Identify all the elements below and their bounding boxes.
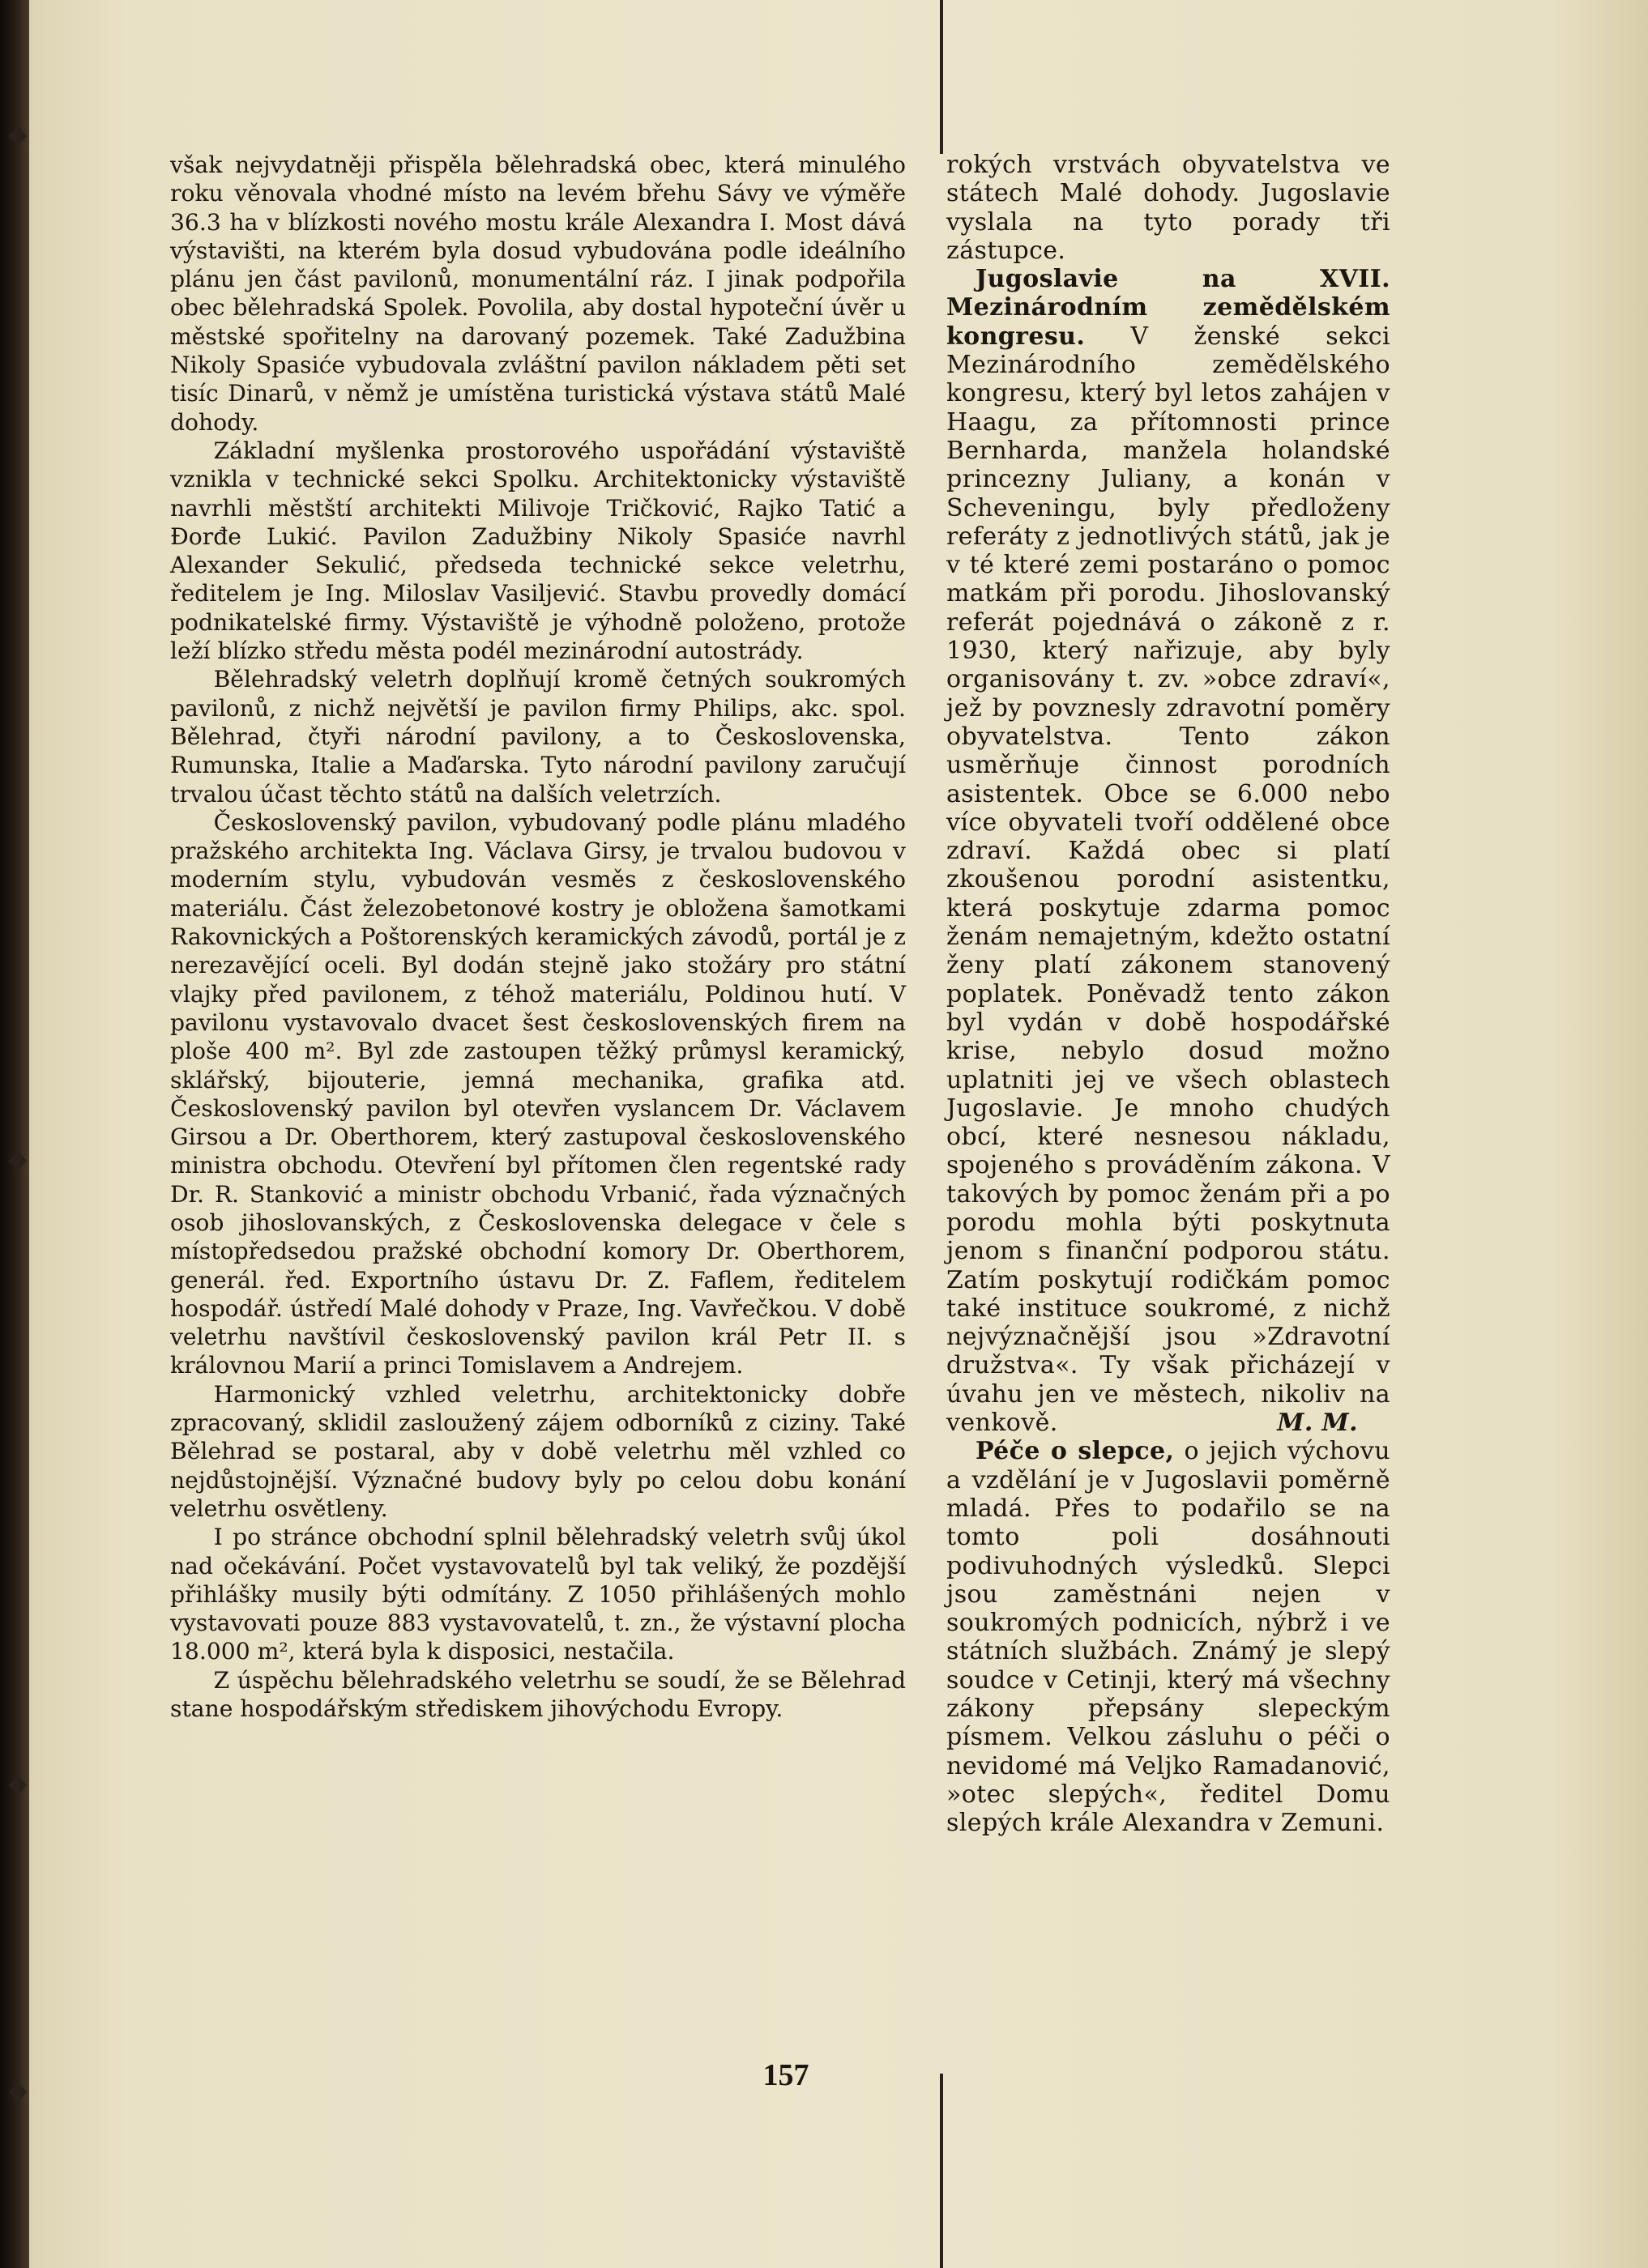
- column-divider: [940, 2074, 943, 2268]
- paragraph: Bělehradský veletrh doplňují kromě četných soukromých pavilonů, z nichž největší je pavilon firmy Philips, akc. spol. Bělehrad, čtyři národní pavilony, a to Československa, Rumunska, Italie a Maďarska. Tyto národní pavilony zaručují trvalou účast těchto států na dalších veletrzích.: [170, 666, 906, 808]
- article-paragraph: [946, 265, 1390, 1437]
- binding-mark: [9, 1776, 28, 1795]
- paragraph: Z úspěchu bělehradského veletrhu se soudí, že se Bělehrad stane hospodářským střediskem jihovýchodu Evropy.: [170, 1666, 906, 1723]
- book-binding: [0, 0, 29, 2268]
- author-signature: M. M.: [1277, 1409, 1358, 1438]
- paragraph: I po stránce obchodní splnil bělehradský veletrh svůj úkol nad očekávání. Počet vystavovatelů byl tak veliký, že pozdější přihlášky musily býti odmítány. Z 1050 přihlášených mohlo vystavovati pouze 883 vystavovatelů, t. zn., že výstavní plocha 18.000 m², která byla k disposici, nestačila.: [170, 1524, 906, 1665]
- article-heading: Jugoslavie na XVII. Mezinárodním zemědělském kongresu.: [946, 265, 1390, 351]
- right-column: [946, 151, 1390, 1838]
- article-body: o jejich výchovu a vzdělání je v Jugoslavii poměrně mladá. Přes to podařilo se na tomto poli dosáhnouti podivuhodných výsledků. Slepci jsou zaměstnáni nejen v soukromých podnicích, nýbrž i ve státních službách. Známý je slepý soudce v Cetinji, který má všechny zákony přepsány slepeckým písmem. Velkou zásluhu o péči o nevidomé má Veljko Ramadanović, »otec slepých«, ředitel Domu slepých krále Alexandra v Zemuni.: [946, 1437, 1390, 1838]
- paragraph: Základní myšlenka prostorového uspořádání výstaviště vznikla v technické sekci Spolku. Architektonicky výstaviště navrhli městští architekti Milivoje Tričković, Rajko Tatić a Đorđe Lukić. Pavilon Zadužbiny Nikoly Spasiće navrhl Alexander Sekulić, předseda technické sekce veletrhu, ředitelem je Ing. Miloslav Vasiljević. Stavbu provedly domácí podnikatelské firmy. Výstaviště je výhodně položeno, protože leží blízko středu města podél mezinárodní autostrády.: [170, 437, 906, 665]
- article-body: V ženské sekci Mezinárodního zemědělského kongresu, který byl letos zahájen v Haagu, za přítomnosti prince Bernharda, manžela holandské princezny Juliany, a konán v Scheveningu, byly předloženy referáty z jednotlivých států, jak je v té které zemi postaráno o pomoc matkám při porodu. Jihoslovanský referát pojednává o zákoně z r. 1930, který nařizuje, aby byly organisovány t. zv. »obce zdraví«, jež by povznesly zdravotní poměry obyvatelstva. Tento zákon usměrňuje činnost porodních asistentek. Obce se 6.000 nebo více obyvateli tvoří oddělené obce zdraví. Každá obec si platí zkoušenou porodní asistentku, která poskytuje zdarma pomoc ženám nemajetným, kdežto ostatní ženy platí zákonem stanovený poplatek. Poněvadž tento zákon byl vydán v době hospodářské krise, nebylo dosud možno uplatniti jej ve všech oblastech Jugoslavie. Je mnoho chudých obcí, které nesnesou nákladu, spojeného s prováděním zákona. V takových by pomoc ženám při a po porodu mohla býti poskytnuta jenom s finanční podporou státu. Zatím poskytují rodičkám pomoc také instituce soukromé, z nichž nejvýznačnější jsou »Zdravotní družstva«. Ty však přicházejí v úvahu jen ve městech, nikoliv na venkově.: [946, 322, 1390, 1438]
- binding-mark: [9, 1152, 28, 1170]
- binding-mark: [9, 127, 28, 146]
- column-divider: [940, 0, 943, 154]
- paragraph: však nejvydatněji přispěla bělehradská obec, která minulého roku věnovala vhodné místo na levém břehu Sávy ve výměře 36.3 ha v blízkosti nového mostu krále Alexandra I. Most dává výstavišti, na kterém byla dosud vybudována podle ideálního plánu jen část pavilonů, monumentální ráz. I jinak podpořila obec bělehradská Spolek. Povolila, aby dostal hypoteční úvěr u městské spořitelny na darovaný pozemek. Také Zadužbina Nikoly Spasiće vybudovala zvláštní pavilon nákladem pěti set tisíc Dinarů, v němž je umístěna turistická výstava států Malé dohody.: [170, 151, 906, 436]
- article-heading: Péče o slepce,: [976, 1437, 1175, 1466]
- continuation-paragraph: rokých vrstvách obyvatelstva ve státech Malé dohody. Jugoslavie vyslala na tyto porady tři zástupce.: [946, 151, 1390, 265]
- paragraph: Československý pavilon, vybudovaný podle plánu mladého pražského architekta Ing. Václava Girsy, je trvalou budovou v moderním stylu, vybudován vesměs z československého materiálu. Část železobetonové kostry je obložena šamotkami Rakovnických a Poštorenských keramických závodů, portál je z nerezavějící oceli. Byl dodán stejně jako stožáry pro státní vlajky před pavilonem, z téhož materiálu, Poldinou hutí. V pavilonu vystavovalo dvacet šest československých firem na ploše 400 m². Byl zde zastoupen těžký průmysl keramický, sklářský, bijouterie, jemná mechanika, grafika atd. Československý pavilon byl otevřen vyslancem Dr. Václavem Girsou a Dr. Oberthorem, který zastupoval československého ministra obchodu. Otevření byl přítomen člen regentské rady Dr. R. Stanković a ministr obchodu Vrbanić, řada význačných osob jihoslovanských, z Československa delegace v čele s místopředsedou pražské obchodní komory Dr. Oberthorem, generál. řed. Exportního ústavu Dr. Z. Faflem, ředitelem hospodář. ústředí Malé dohody v Praze, Ing. Vavřečkou. V době veletrhu navštívil československý pavilon král Petr II. s královnou Marií a princi Tomislavem a Andrejem.: [170, 808, 906, 1379]
- page-number: 157: [762, 2058, 809, 2092]
- binding-mark: [9, 2083, 28, 2102]
- binding-rule: [16, 0, 19, 2268]
- paragraph: Harmonický vzhled veletrhu, architektonicky dobře zpracovaný, sklidil zasloužený zájem odborníků z ciziny. Také Bělehrad se postaral, aby v době veletrhu měl vzhled co nejdůstojnější. Význačné budovy byly po celou dobu konání veletrhu osvětleny.: [170, 1380, 906, 1522]
- left-column: [170, 151, 906, 1723]
- article-paragraph: [946, 1437, 1390, 1837]
